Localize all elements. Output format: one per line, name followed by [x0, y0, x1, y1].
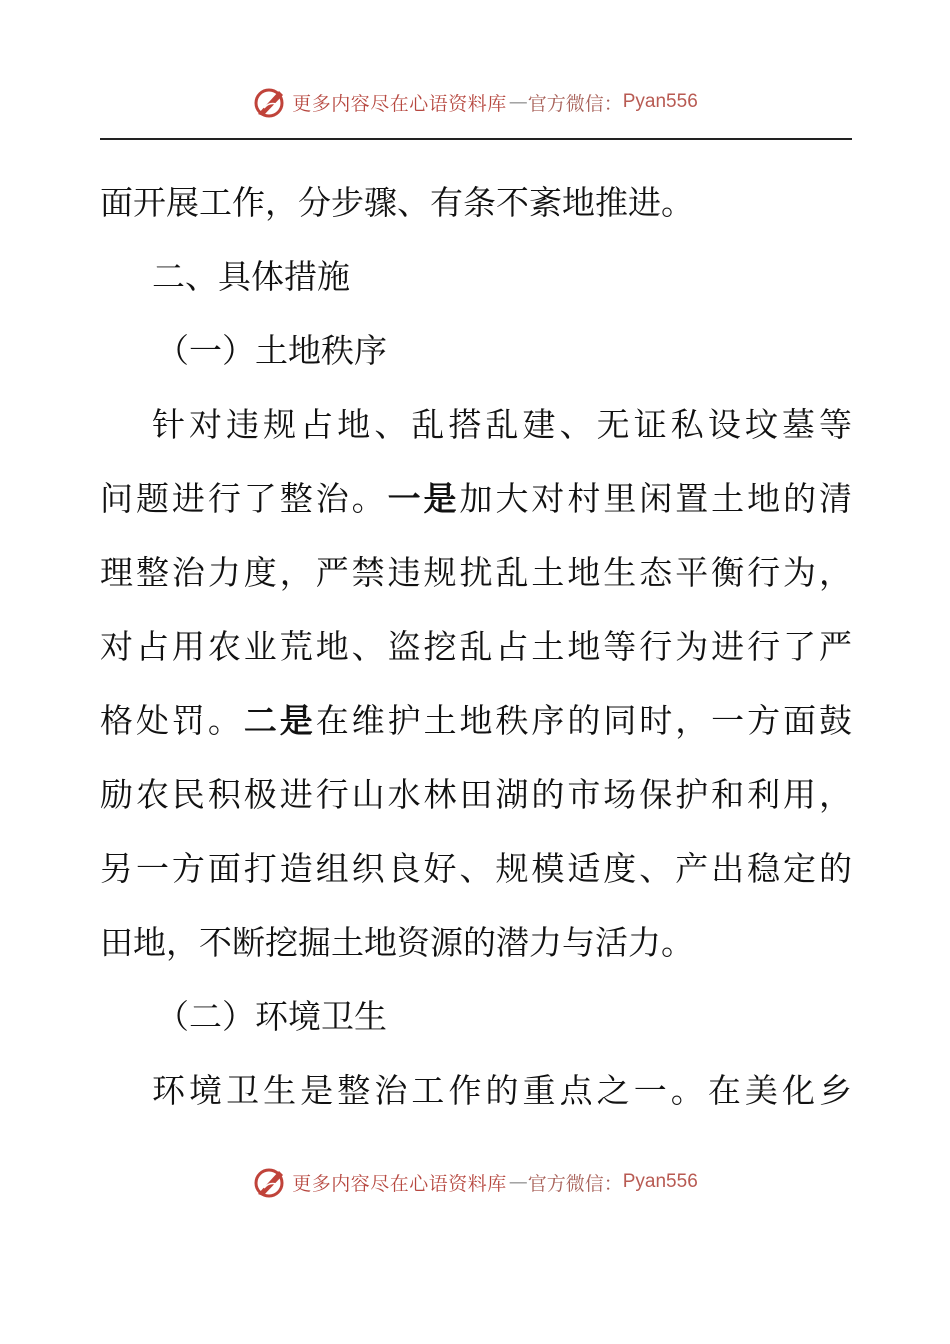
watermark-wechat-id: Pyan556: [622, 91, 698, 112]
section-heading: 二、具体措施: [152, 257, 350, 296]
pen-logo-icon: [252, 1164, 288, 1200]
text-segment: 格处罚。: [100, 701, 244, 740]
text-line: 面开展工作，分步骤、有条不紊地推进。: [100, 183, 694, 222]
text-segment: 问题进行了整治。: [100, 479, 388, 518]
text-line: 环境卫生是整治工作的重点之一。在美化乡: [152, 1071, 852, 1110]
text-line: 针对违规占地、乱搭乱建、无证私设坟墓等: [152, 405, 852, 444]
watermark-brand: 更多内容尽在心语资料库: [292, 1172, 507, 1195]
text-segment: 加大对村里闲置土地的清: [459, 479, 852, 518]
watermark-wechat-label: 官方微信：: [527, 92, 623, 115]
header-watermark: [0, 80, 950, 124]
text-line: [100, 462, 852, 536]
subsection-heading: （二）环境卫生: [156, 997, 387, 1036]
text-line: 理整治力度，严禁违规扰乱土地生态平衡行为，: [100, 553, 852, 592]
header-divider: [100, 138, 852, 140]
subsection-heading: （一）土地秩序: [156, 331, 387, 370]
watermark-dash: —: [508, 91, 526, 113]
watermark-wechat-label: 官方微信：: [527, 1172, 623, 1195]
emphasis-first: 一是: [387, 479, 460, 518]
emphasis-second: 二是: [243, 701, 316, 740]
watermark-brand: 更多内容尽在心语资料库: [292, 92, 507, 115]
document-body: [100, 166, 852, 1128]
text-line: 田地，不断挖掘土地资源的潜力与活力。: [100, 923, 694, 962]
text-line: 对占用农业荒地、盗挖乱占土地等行为进行了严: [100, 627, 852, 666]
text-line: [100, 684, 852, 758]
pen-logo-icon: [252, 84, 288, 120]
text-line: 励农民积极进行山水林田湖的市场保护和利用，: [100, 775, 852, 814]
footer-watermark: [0, 1160, 950, 1204]
watermark-wechat-id: Pyan556: [622, 1171, 698, 1192]
watermark-dash: —: [508, 1171, 526, 1193]
text-segment: 在维护土地秩序的同时，一方面鼓: [315, 701, 852, 740]
text-line: 另一方面打造组织良好、规模适度、产出稳定的: [100, 849, 852, 888]
